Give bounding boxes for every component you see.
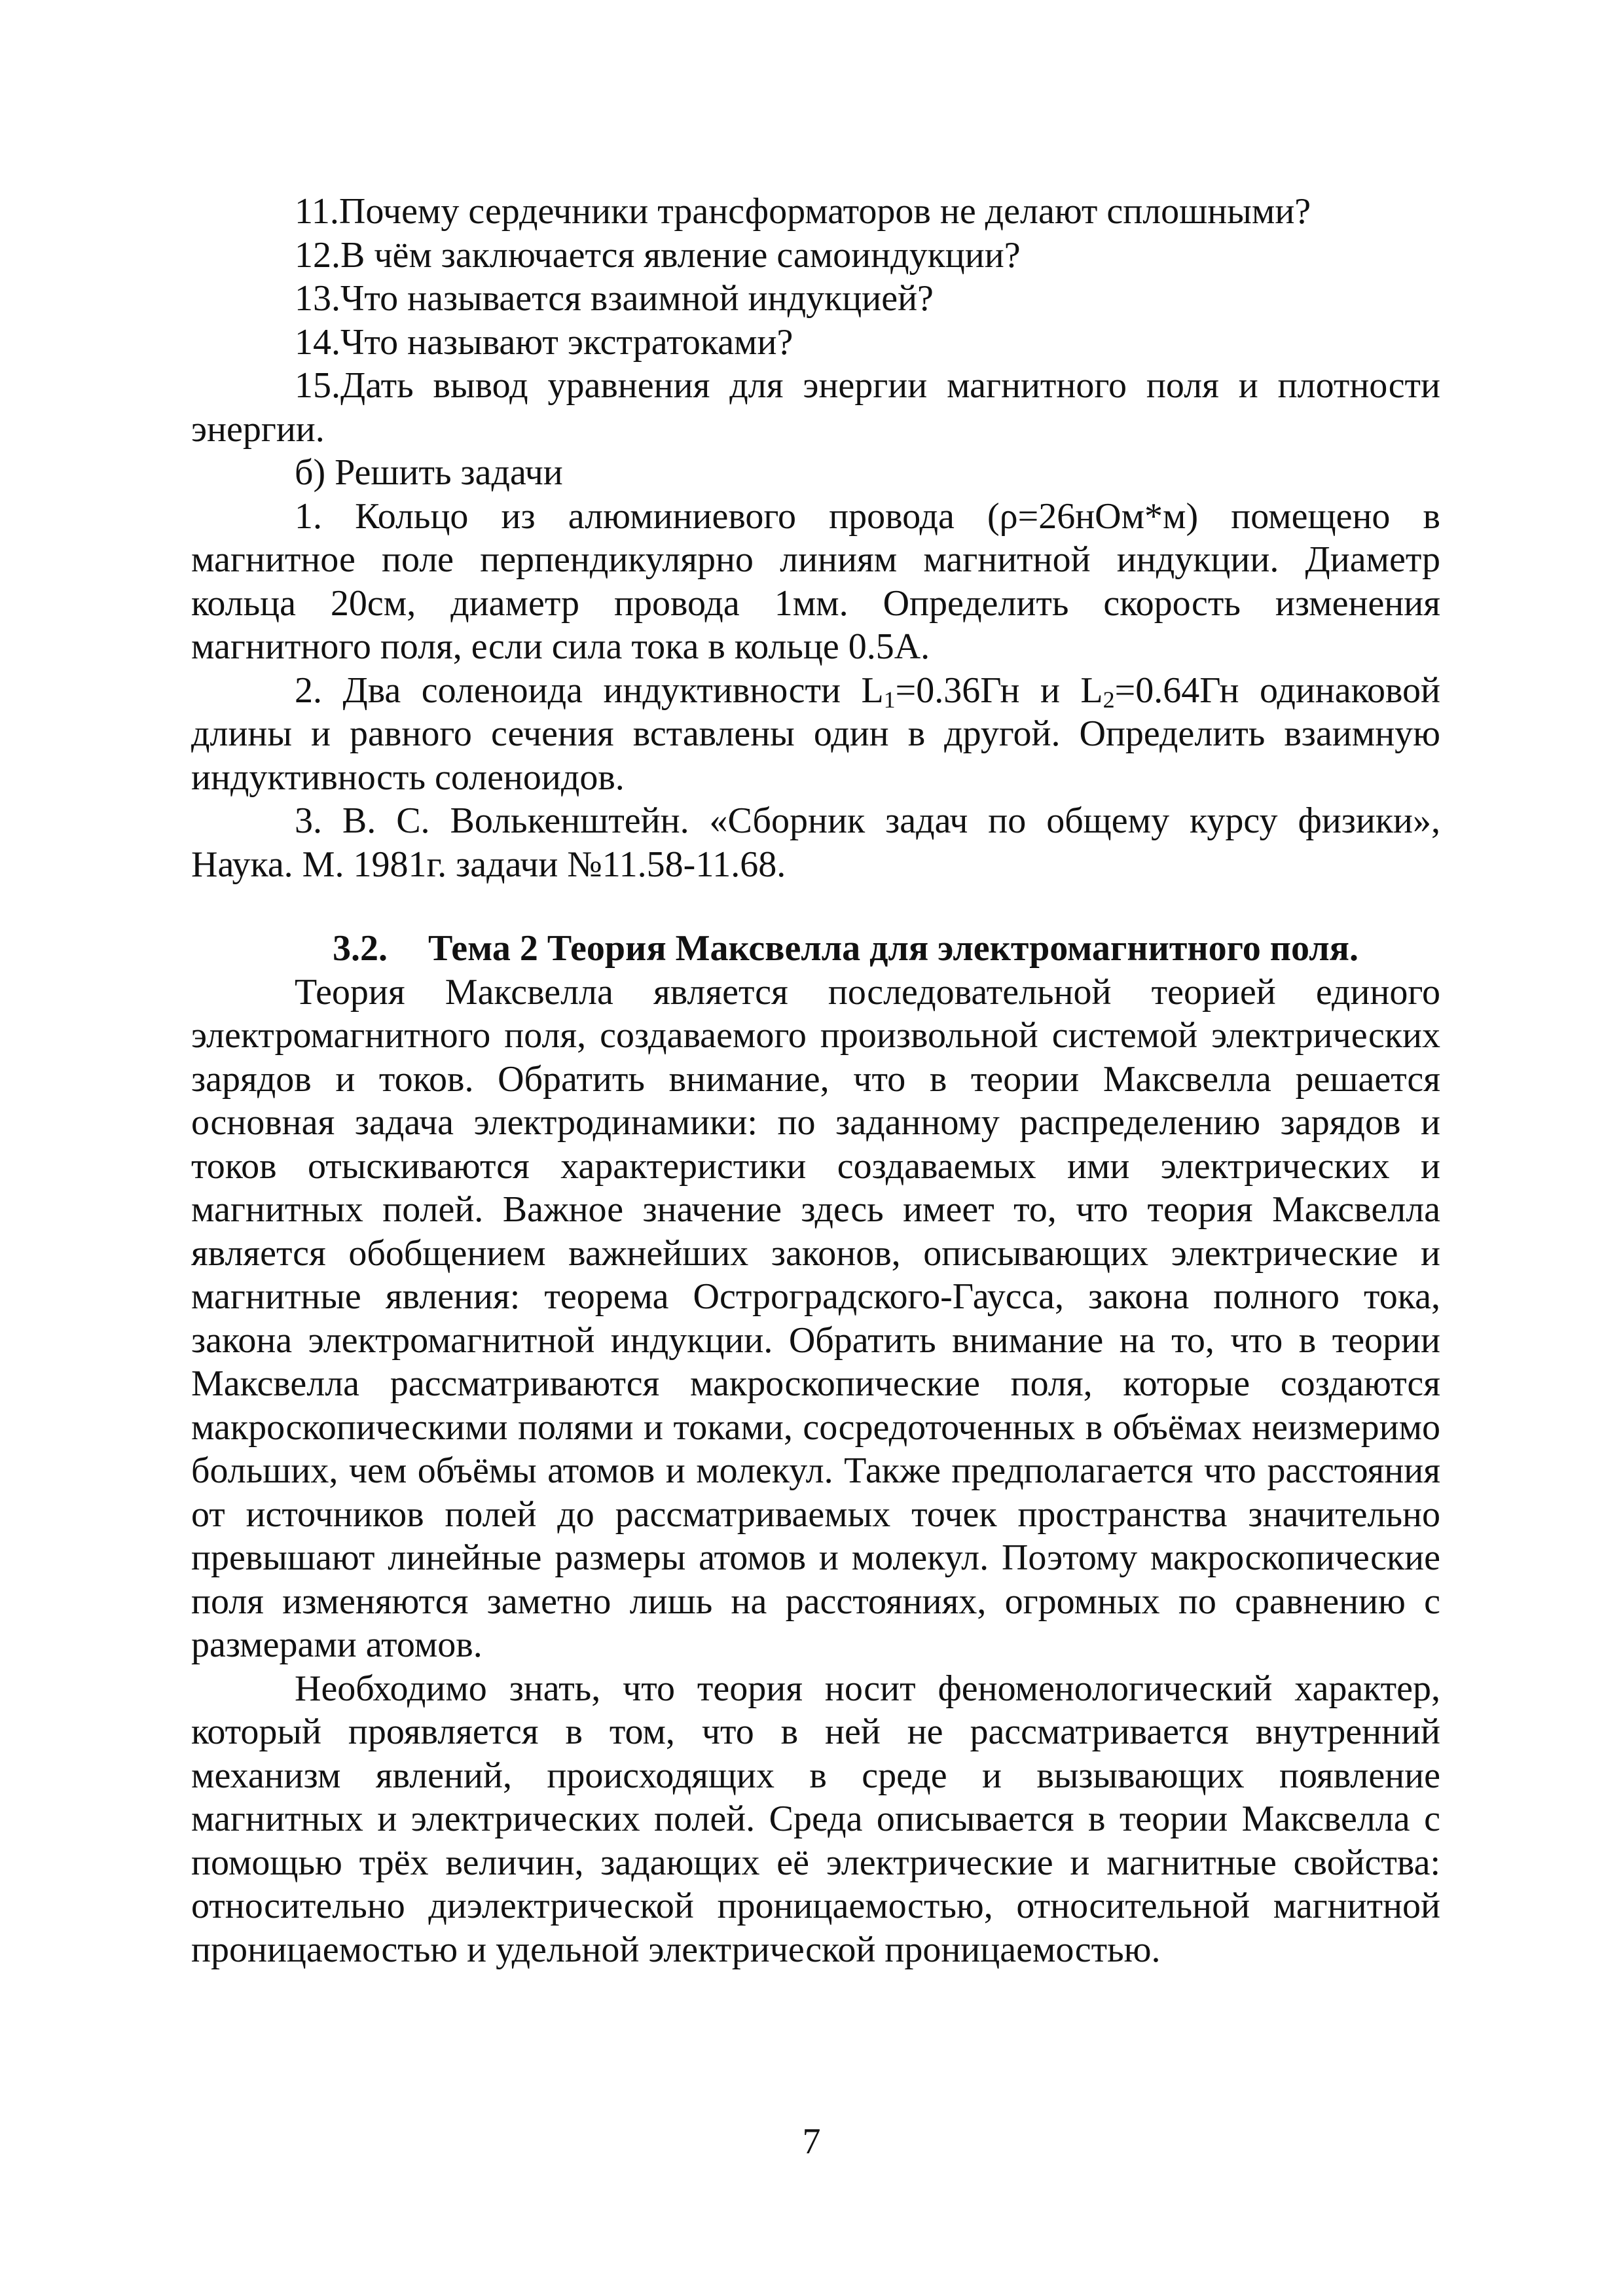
section-number: 3.2. (333, 928, 388, 969)
question-12: 12.В чём заключается явление самоиндукции? (295, 234, 1021, 276)
paragraph-1: Теория Максвелла является последовательной теорией единого электромагнитного поля, создаваемого произвольной системой электрических зарядов и токов. Обратить внимание, что в теории Максвелла решается основная задача электродинамики: по заданному распределению зарядов и токов отыскиваются характеристики создаваемых ими электрических и магнитных полей. Важное значение здесь имеет то, что теория Максвелла является обобщением важнейших законов, описывающих электрические и магнитные явления: теорема Остроградского-Гаусса, закона полного тока, закона электромагнитной индукции. Обратить внимание на то, что в теории Максвелла рассматриваются макроскопические поля, которые создаются макроскопическими полями и токами, сосредоточенных в объёмах неизмеримо больших, чем объёмы атомов и молекул. Также предполагается что расстояния от источников полей до рассматриваемых точек пространства значительно превышают линейные размеры атомов и молекул. Поэтому макроскопические поля изменяются заметно лишь на расстояниях, огромных по сравнению с размерами атомов. (191, 971, 1440, 1665)
task-3: 3. В. С. Волькенштейн. «Сборник задач по общему курсу физики», Наука. М. 1981г. задачи №11.58-11.68. (191, 800, 1440, 885)
task-2-text-a: 2. Два соленоида индуктивности L (295, 670, 884, 711)
task-2-l1-subscript: 1 (883, 686, 896, 713)
page-number: 7 (802, 2121, 821, 2162)
question-11: 11.Почему сердечники трансформаторов не делают сплошными? (295, 191, 1311, 232)
question-15-line-1: 15.Дать вывод уравнения для энергии магнитного поля и плотности (295, 365, 1440, 406)
paragraph-2: Необходимо знать, что теория носит феноменологический характер, который проявляется в том, что в ней не рассматривается внутренний механизм явлений, происходящих в среде и вызывающих появление магнитных и электрических полей. Среда описывается в теории Максвелла с помощью трёх величин, задающих её электрические и магнитные свойства: относительно диэлектрической проницаемостью, относительной магнитной проницаемостью и удельной электрической проницаемостью. (191, 1668, 1440, 1970)
question-15 (191, 364, 1440, 451)
section-title: Тема 2 Теория Максвелла для электромагнитного поля. (428, 928, 1359, 969)
page-content (191, 190, 1440, 1971)
task-2 (191, 669, 1440, 800)
question-13: 13.Что называется взаимной индукцией? (295, 278, 934, 319)
task-2-text-c: =0.64Гн одинаковой длины и равного сечения вставлены один в другой. Определить взаимную индуктивность соленоидов. (191, 670, 1441, 798)
tasks-heading: б) Решить задачи (295, 452, 563, 493)
task-1: 1. Кольцо из алюминиевого провода (ρ=26нОм*м) помещено в магнитное поле перпендикулярно линиям магнитной индукции. Диаметр кольца 20см, диаметр провода 1мм. Определить скорость изменения магнитного поля, если сила тока в кольце 0.5А. (191, 495, 1440, 667)
task-2-text-b: =0.36Гн и L (895, 670, 1103, 711)
question-15-line-2: энергии. (191, 408, 325, 450)
question-14: 14.Что называют экстратоками? (295, 321, 793, 363)
section-heading (191, 927, 1440, 971)
task-2-l2-subscript: 2 (1103, 686, 1115, 713)
